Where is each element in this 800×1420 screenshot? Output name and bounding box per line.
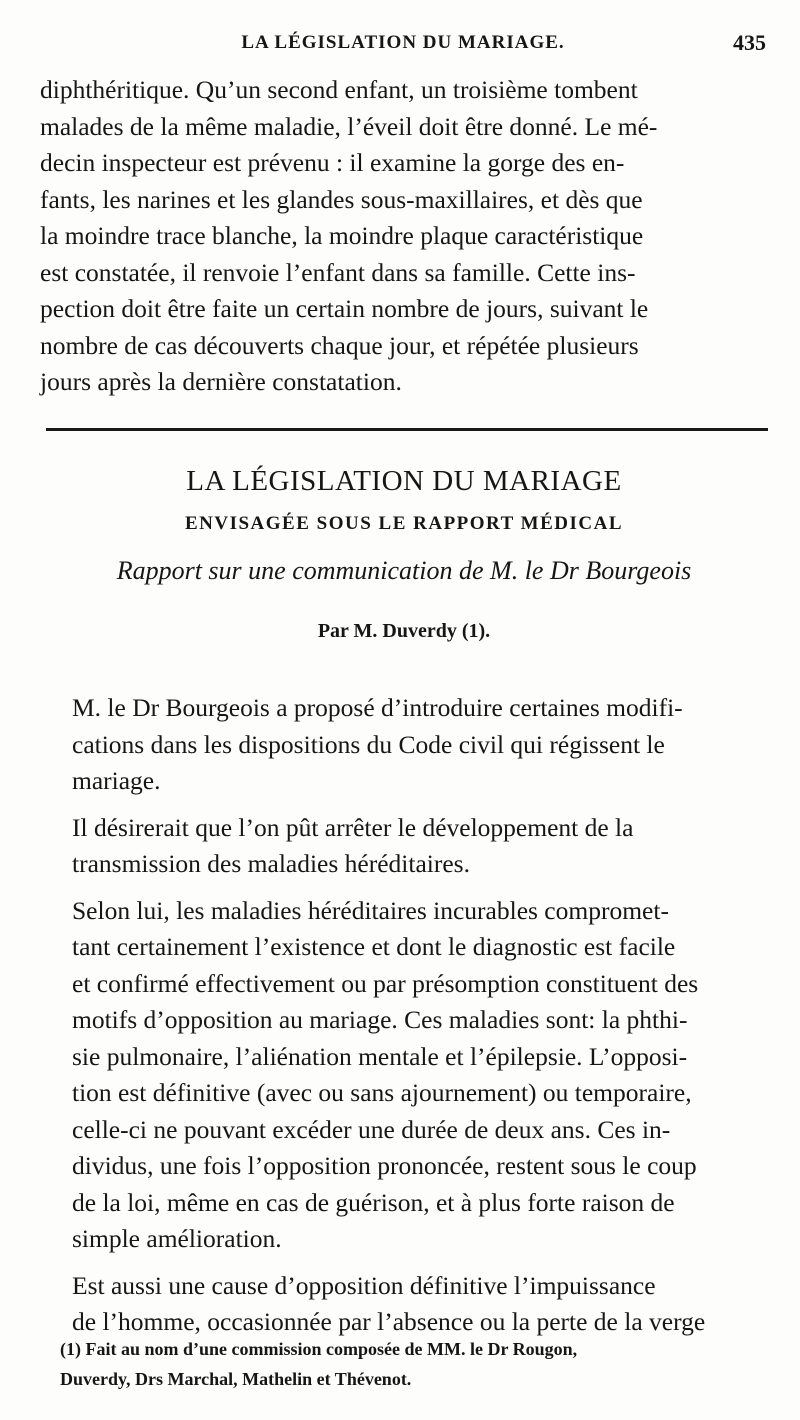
text-line: la moindre trace blanche, la moindre plaque caractéristique (40, 221, 644, 250)
paragraph (40, 810, 768, 883)
text-line: de l’homme, occasionnée par l’absence ou la perte de la verge (72, 1307, 706, 1336)
text-line: mariage. (72, 766, 161, 795)
author-line: Par M. Duverdy (1). (317, 620, 491, 642)
text-line: fants, les narines et les glandes sous-maxillaires, et dès que (40, 184, 643, 214)
text-line: M. le Dr Bourgeois a proposé d’introduire certaines modifi- (72, 693, 683, 722)
text-line: diphthéritique. Qu’un second enfant, un troisième tombent (40, 75, 638, 104)
text-line: est constatée, il renvoie l’enfant dans sa famille. Cette ins- (40, 257, 636, 287)
text-line: decin inspecteur est prévenu : il examine la gorge des en- (40, 148, 625, 177)
text-line: simple amélioration. (72, 1224, 282, 1253)
text-line: de la loi, même en cas de guérison, et à plus forte raison de (72, 1187, 675, 1217)
page-number: 435 (733, 30, 766, 55)
text-line: transmission des maladies héréditaires. (72, 849, 470, 878)
footnote-line: Duverdy, Drs Marchal, Mathelin et Thévenot. (60, 1369, 412, 1389)
text-line: malades de la même maladie, l’éveil doit être donné. Le mé- (40, 111, 658, 141)
section-divider (46, 428, 768, 431)
text-line: cations dans les dispositions du Code civil qui régissent le (72, 729, 665, 759)
text-line: et confirmé effectivement ou par présomption constituent des (72, 968, 699, 998)
paragraph (40, 1268, 768, 1341)
text-line: Selon lui, les maladies héréditaires incurables compromet- (72, 895, 669, 925)
text-line: dividus, une fois l’opposition prononcée, restent sous le coup (72, 1151, 697, 1180)
paragraph (40, 893, 768, 1258)
text-line: tant certainement l’existence et dont le diagnostic est facile (72, 932, 676, 961)
report-line: Rapport sur une communication de M. le Dr Bourgeois (116, 556, 692, 585)
text-line: pection doit être faite un certain nombre de jours, suivant le (40, 294, 649, 323)
running-title: LA LÉGISLATION DU MARIAGE. (241, 32, 565, 53)
text-line: Il désirerait que l’on pût arrêter le développement de la (72, 812, 634, 842)
text-line: tion est définitive (avec ou sans ajournement) ou temporaire, (72, 1078, 692, 1107)
footnote-line: (1) Fait au nom d’une commission composée de MM. le Dr Rougon, (60, 1339, 578, 1359)
text-line: Est aussi une cause d’opposition définitive l’impuissance (72, 1270, 656, 1300)
text-line: nombre de cas découverts chaque jour, et répétée plusieurs (40, 330, 639, 360)
paragraph (40, 690, 768, 800)
article-subtitle: ENVISAGÉE SOUS LE RAPPORT MÉDICAL (184, 513, 624, 534)
footnote (60, 1334, 764, 1394)
continuation-paragraph (40, 72, 768, 401)
page-header (40, 32, 766, 62)
text-line: celle-ci ne pouvant excéder une durée de deux ans. Ces in- (72, 1114, 671, 1144)
text-line: sie pulmonaire, l’aliénation mentale et l’épilepsie. L’opposi- (72, 1041, 688, 1071)
text-line: motifs d’opposition au mariage. Ces maladies sont: la phthi- (72, 1005, 688, 1034)
article-body (40, 690, 768, 1341)
article-title: LA LÉGISLATION DU MARIAGE (186, 465, 622, 497)
text-line: jours après la dernière constatation. (40, 367, 402, 396)
